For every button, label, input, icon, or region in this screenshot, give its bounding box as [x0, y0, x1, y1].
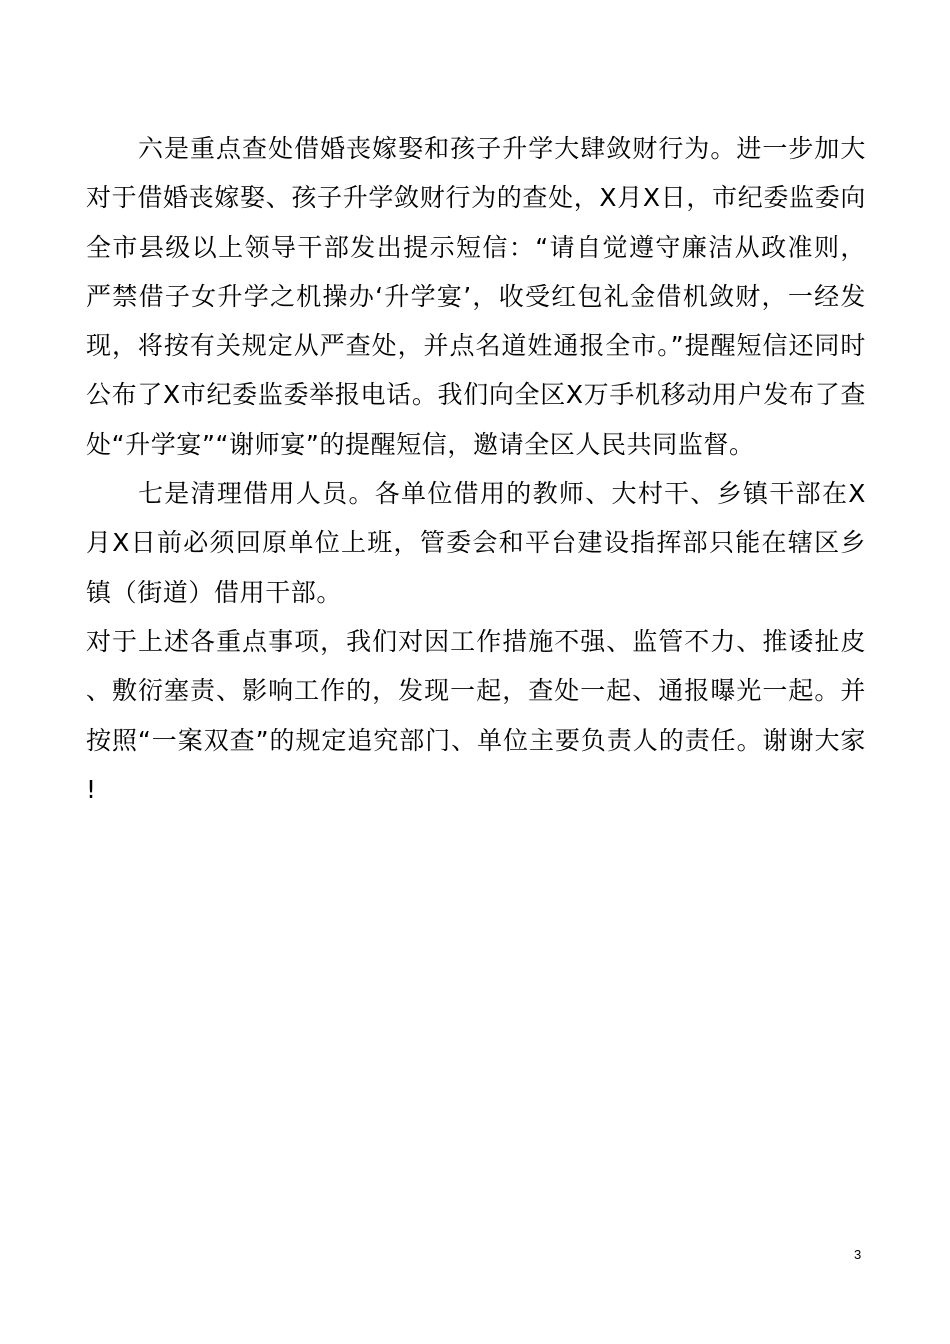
paragraph-conclusion: 对于上述各重点事项，我们对因工作措施不强、监管不力、推诿扯皮、敷衍塞责、影响工作的，发现一起，查处一起、通报曝光一起。并按照“一案双查”的规定追究部门、单位主要负责人的责任。谢谢大家! [86, 626, 866, 804]
page-number: 3 [854, 1247, 862, 1262]
paragraph-six: 六是重点查处借婚丧嫁娶和孩子升学大肆敛财行为。进一步加大对于借婚丧嫁娶、孩子升学敛财行为的查处，X月X日，市纪委监委向全市县级以上领导干部发出提示短信：“请自觉遵守廉洁从政准则，严禁借子女升学之机操办‘升学宴’，收受红包礼金借机敛财，一经发现，将按有关规定从严查处，并点名道姓通报全市。”提醒短信还同时公布了X市纪委监委举报电话。我们向全区X万手机移动用户发布了查处“升学宴”“谢师宴”的提醒短信，邀请全区人民共同监督。 [86, 134, 866, 459]
document-body [86, 124, 866, 814]
paragraph-seven: 七是清理借用人员。各单位借用的教师、大村干、乡镇干部在X月X日前必须回原单位上班，管委会和平台建设指挥部只能在辖区乡镇（街道）借用干部。 [86, 479, 866, 607]
